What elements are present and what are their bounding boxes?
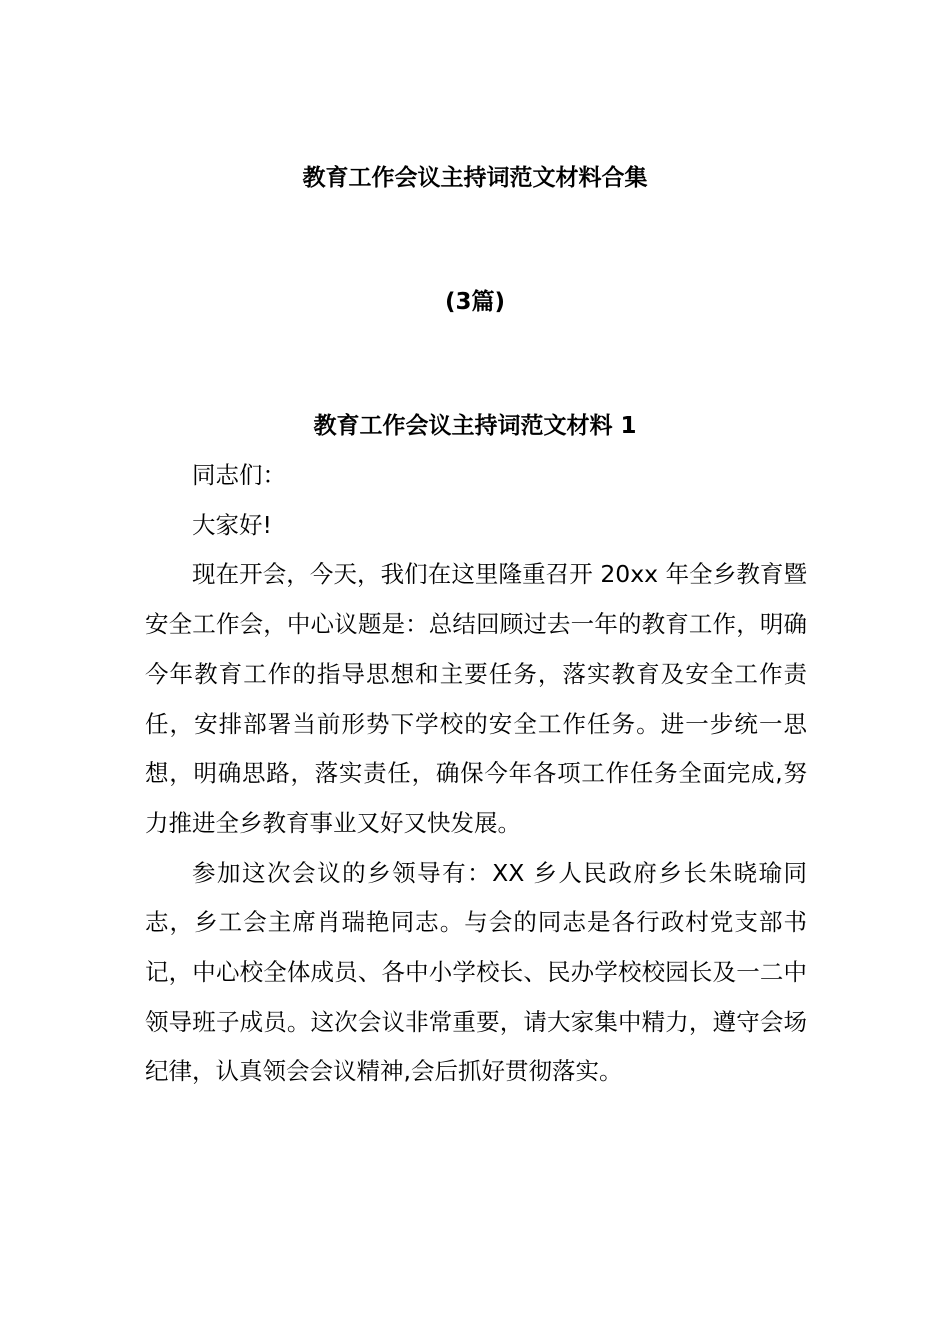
section-title: 教育工作会议主持词范文材料 1 — [313, 413, 637, 439]
body-text — [145, 451, 807, 1097]
document-title: 教育工作会议主持词范文材料合集 — [302, 165, 648, 191]
greeting: 大家好! — [192, 510, 272, 539]
salutation: 同志们： — [192, 461, 286, 489]
document-count: (3篇) — [444, 289, 506, 315]
paragraph-attendees: 参加这次会议的乡领导有：XX 乡人民政府乡长朱晓瑜同志，乡工会主席肖瑞艳同志。与会的同志是各行政村党支部书记，中心校全体成员、各中小学校长、民办学校校园长及一二中领导班子成员。这次会议非常重要，请大家集中精力，遵守会场纪律，认真领会会议精神,会后抓好贯彻落实。 — [145, 858, 807, 1086]
paragraph-opening: 现在开会，今天，我们在这里隆重召开 20xx 年全乡教育暨安全工作会，中心议题是：总结回顾过去一年的教育工作，明确今年教育工作的指导思想和主要任务，落实教育及安全工作责任，安排部署当前形势下学校的安全工作任务。进一步统一思想，明确思路，落实责任，确保今年各项工作任务全面完成,努力推进全乡教育事业又好又快发展。 — [145, 560, 807, 837]
